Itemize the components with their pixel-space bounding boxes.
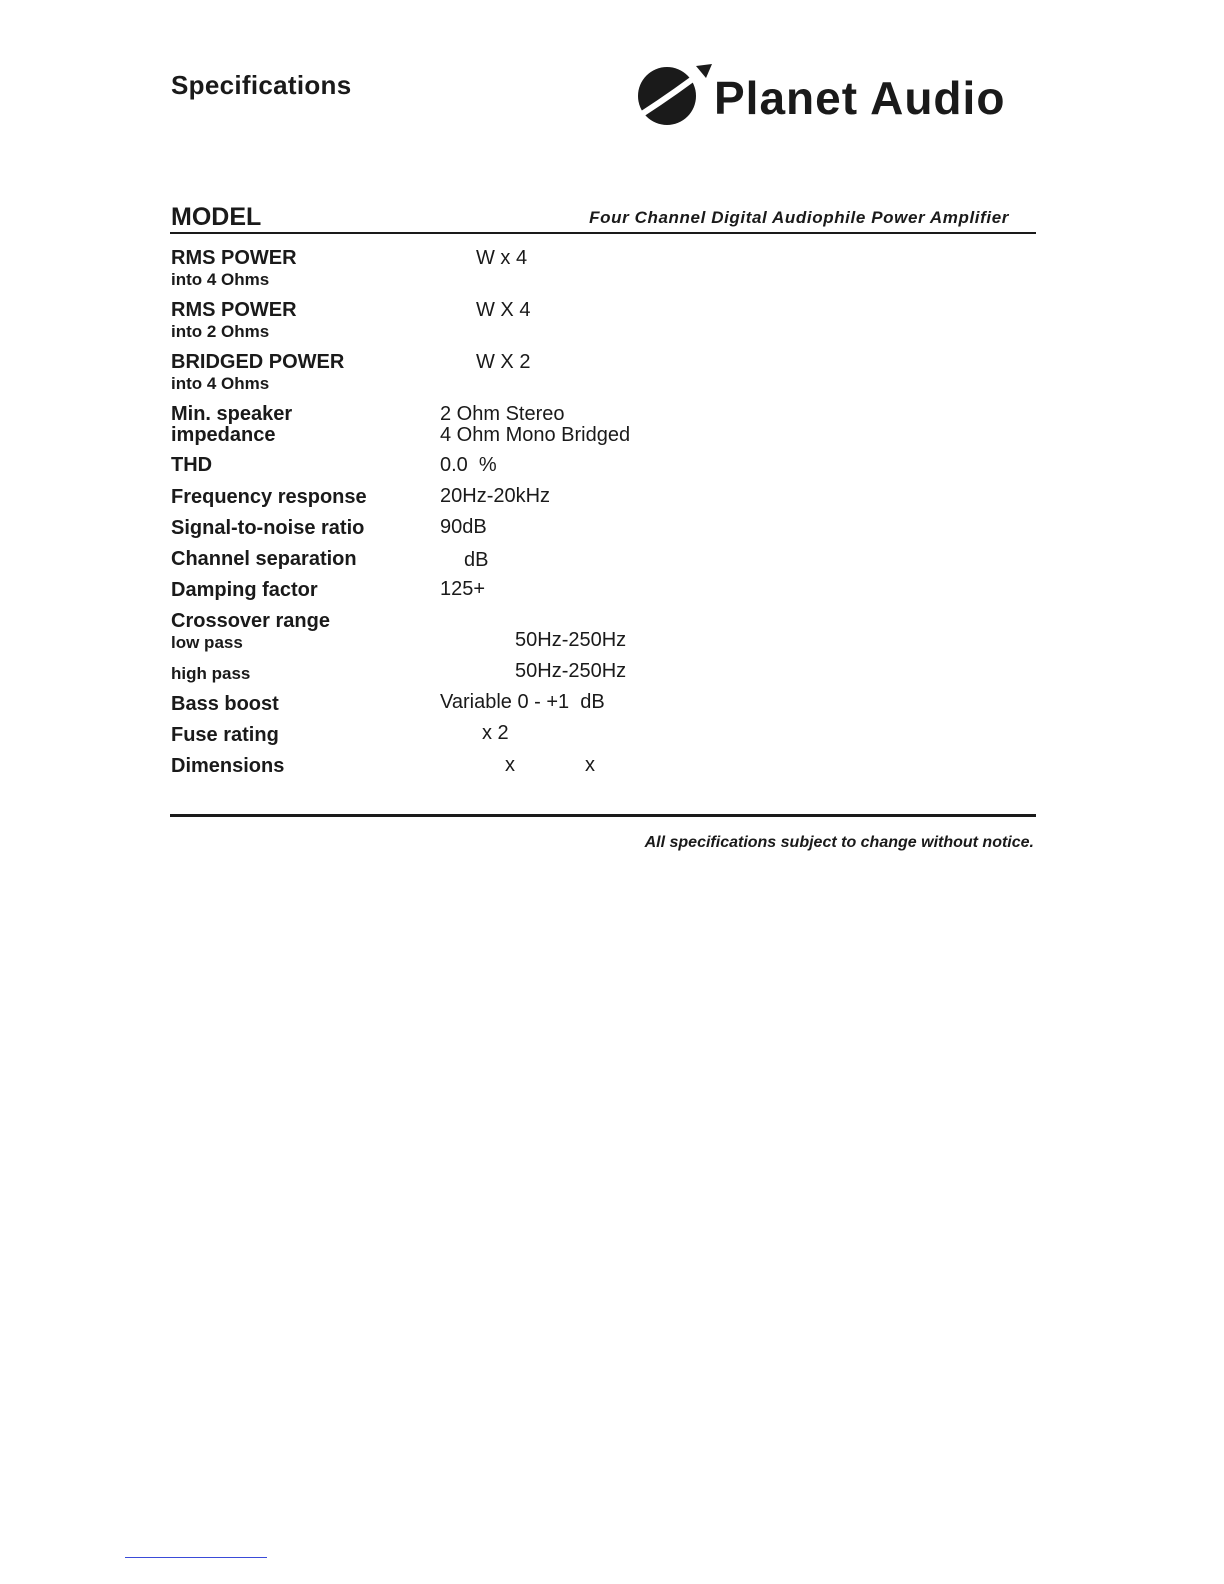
bass-boost-label: Bass boost (171, 693, 279, 715)
page-edge-line (125, 1557, 267, 1558)
channel-separation-label: Channel separation (171, 548, 357, 570)
rms-power-2ohm-sublabel: into 2 Ohms (171, 322, 270, 341)
top-divider (170, 232, 1036, 234)
snr-label: Signal-to-noise ratio (171, 517, 365, 539)
high-pass-label: high pass (171, 664, 251, 683)
impedance-label-line1: Min. speaker (171, 403, 293, 425)
damping-factor-value: 125+ (440, 578, 486, 600)
fuse-rating-label: Fuse rating (171, 724, 279, 746)
crossover-range-label: Crossover range (171, 610, 330, 632)
rms-power-2ohm-value: W X 4 (476, 299, 531, 321)
impedance-value-line2: 4 Ohm Mono Bridged (440, 424, 631, 446)
fuse-rating-value: x 2 (482, 722, 509, 744)
bottom-divider (170, 814, 1036, 817)
dimensions-value-x1: x (505, 754, 515, 776)
bridged-power-sublabel: into 4 Ohms (171, 374, 270, 393)
bass-boost-value: Variable 0 - +1 dB (440, 691, 605, 713)
low-pass-value: 50Hz-250Hz (515, 629, 627, 651)
bridged-power-value: W X 2 (476, 351, 531, 373)
frequency-response-value: 20Hz-20kHz (440, 485, 551, 507)
low-pass-label: low pass (171, 633, 243, 652)
high-pass-value: 50Hz-250Hz (515, 660, 627, 682)
thd-value: 0.0 % (440, 454, 497, 476)
impedance-label-line2: impedance (171, 424, 276, 446)
footer-disclaimer: All specifications subject to change without notice. (644, 834, 1034, 851)
impedance-value-line1: 2 Ohm Stereo (440, 403, 565, 425)
damping-factor-label: Damping factor (171, 579, 318, 601)
planet-audio-logo (636, 62, 1036, 128)
dimensions-value-x2: x (585, 754, 595, 776)
frequency-response-label: Frequency response (171, 486, 367, 508)
page-title: Specifications (171, 70, 352, 100)
rms-power-4ohm-sublabel: into 4 Ohms (171, 270, 270, 289)
model-label: MODEL (171, 203, 262, 231)
snr-value: 90dB (440, 516, 487, 538)
rms-power-2ohm-label: RMS POWER (171, 299, 297, 321)
channel-separation-value: dB (464, 549, 489, 571)
dimensions-label: Dimensions (171, 755, 285, 777)
model-description: Four Channel Digital Audiophile Power Amplifier (589, 208, 1009, 227)
thd-label: THD (171, 454, 213, 476)
svg-text:Planet Audio: Planet Audio (714, 72, 1006, 124)
rms-power-4ohm-value: W x 4 (476, 247, 528, 269)
rms-power-4ohm-label: RMS POWER (171, 247, 297, 269)
bridged-power-label: BRIDGED POWER (171, 351, 345, 373)
